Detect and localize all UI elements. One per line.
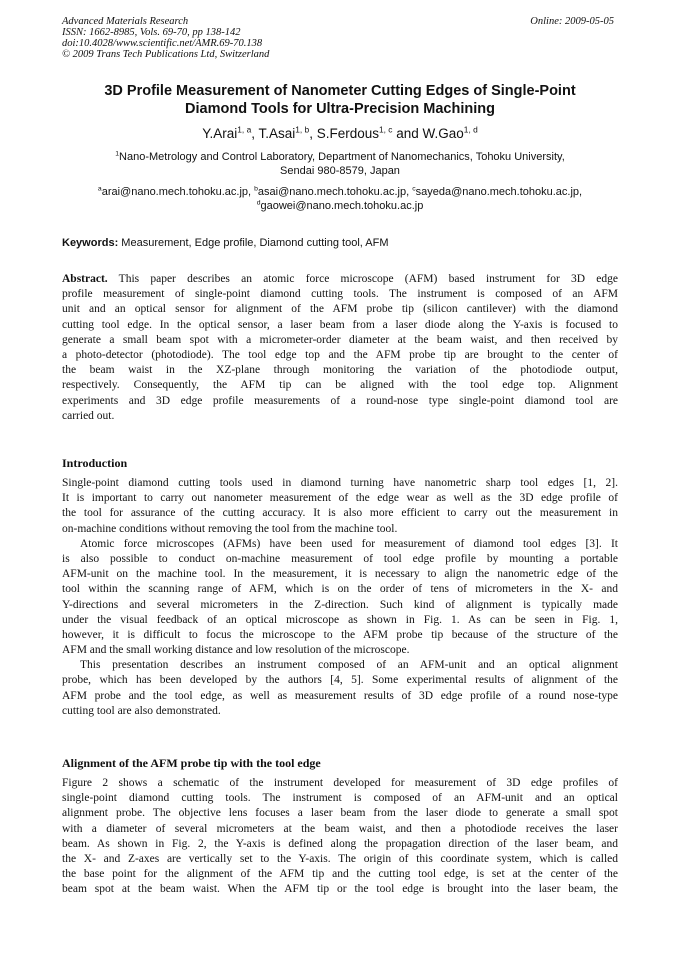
text-line: AFM probe and the tool edge, as well as measurement results of 3D edge profile of a round nose-type	[62, 689, 618, 702]
online-date: Online: 2009-05-05	[530, 16, 614, 27]
section-heading-alignment: Alignment of the AFM probe tip with the tool edge	[62, 756, 321, 770]
text-line: alignment probe. The objective lens focuses a laser beam from the laser diode to generate a small spot	[62, 807, 618, 820]
author-name: S.Ferdous	[316, 126, 380, 141]
text-line: the base point for the alignment of the AFM tip and the cutting tool edge, is set at the center of the	[62, 868, 618, 881]
abstract-paragraph	[62, 272, 618, 424]
author-affiliation-mark: 1, b	[295, 124, 310, 135]
text-line: tool within the scanning range of AFM, which is on the order of tens of micrometers in the X- and	[62, 583, 618, 596]
alignment-body	[62, 776, 618, 898]
text-line: is also possible to conduct on-machine measurement of tool edge profile by mounting a portable	[62, 552, 618, 565]
author-affiliation-mark: 1, c	[379, 124, 393, 135]
text-line: respectively. Consequently, the AFM tip can be aligned with the tool edge top. Alignment	[62, 379, 618, 392]
text-line: beam. As shown in Fig. 2, the Y-axis is defined along the propagation direction of the laser beam, and	[62, 837, 618, 850]
email-link[interactable]: arai@nano.mech.tohoku.ac.jp,	[101, 186, 255, 198]
affiliation	[62, 150, 618, 178]
email-link[interactable]: sayeda@nano.mech.tohoku.ac.jp,	[415, 186, 583, 198]
text-line: single-point diamond cutting tools. The instrument is composed of an AFM-unit and an optical	[62, 792, 618, 805]
text-line: with a diameter of several micrometers at the beam waist, and then a photodiode receives the laser	[62, 822, 618, 835]
author-affiliation-mark: 1, a	[237, 124, 252, 135]
email-mark: d	[256, 199, 261, 207]
text-line: profile measurement of single-point diamond cutting tools. The instrument is composed of an AFM	[62, 288, 618, 301]
email-mark: a	[97, 185, 102, 193]
affiliation-line: Sendai 980-8579, Japan	[280, 165, 400, 177]
text-line: AFM-unit on the machine tool. In the measurement, it is necessary to align the nanometric edge of the	[62, 568, 618, 581]
text-line: the tool for assurance of the cutting accuracy. It is also more efficient to carry out the measurement in	[62, 507, 618, 520]
text-line: Atomic force microscopes (AFMs) have been used for measurement of diamond tool edges [3]. It	[80, 537, 618, 550]
text-line: the X- and Z-axes are vertically set to the Y-axis. The origin of this coordinate system, which is called	[62, 852, 618, 865]
text-line: This presentation describes an instrument composed of an AFM-unit and an optical alignment	[80, 659, 618, 672]
keywords-text: Measurement, Edge profile, Diamond cutting tool, AFM	[118, 237, 389, 249]
author-name: W.Gao	[422, 126, 464, 141]
text-line: beam spot at the beam waist. When the AFM tip or the tool edge is brought into the laser beam, the	[62, 883, 618, 896]
text-line: on-machine conditions without removing the tool from the machine tool.	[62, 522, 398, 535]
title-line: Diamond Tools for Ultra-Precision Machining	[185, 101, 495, 117]
text-line: probe, which has been developed by the authors [4, 5]. Some experimental results of alignment of the	[62, 674, 618, 687]
email-mark: c	[412, 185, 416, 193]
text-line: AFM and the small working distance and low resolution of the microscope.	[62, 644, 410, 657]
author-affiliation-mark: 1, d	[463, 124, 478, 135]
text-line: cutting tool edge. In the optical sensor, a laser beam from a laser diode along the Y-axis is focused to	[62, 318, 618, 331]
author-name: T.Asai	[258, 126, 296, 141]
journal-name: Advanced Materials Research	[62, 16, 189, 27]
author-separator: and	[392, 126, 423, 141]
text-line: Single-point diamond cutting tools used in diamond turning have nanometric sharp tool edges [1, 2].	[62, 477, 618, 489]
text-line: unit and an optical sensor for alignment of the AFM probe tip (silicon cantilever) with the diamond	[62, 303, 618, 316]
title-line: 3D Profile Measurement of Nanometer Cutting Edges of Single-Point	[104, 83, 576, 99]
issn: ISSN: 1662-8985, Vols. 69-70, pp 138-142	[62, 27, 241, 38]
author-separator: ,	[309, 126, 317, 141]
doi: doi:10.4028/www.scientific.net/AMR.69-70.138	[62, 38, 263, 49]
text-line: carried out.	[62, 409, 115, 422]
email-link[interactable]: asai@nano.mech.tohoku.ac.jp,	[257, 186, 413, 198]
keywords	[62, 236, 618, 250]
text-line: generate a small beam spot with a micrometer-order diameter at the beam waist, and then received by	[62, 333, 618, 346]
affiliation-mark: 1	[115, 150, 120, 158]
abstract-text: This paper describes an atomic force microscope (AFM) based instrument for 3D edge	[107, 273, 618, 285]
text-line: Figure 2 shows a schematic of the instrument developed for measurement of 3D edge profiles of	[62, 777, 618, 789]
introduction-body	[62, 476, 618, 719]
text-line: cutting tool are also demonstrated.	[62, 704, 221, 717]
email-list	[62, 185, 618, 213]
author-separator: ,	[251, 126, 259, 141]
text-line	[62, 272, 618, 287]
text-line: however, it is difficult to focus the microscope to the AFM probe tip because of the structure of the	[62, 628, 618, 641]
text-line: experiments and 3D edge profile measurements of a round-nose type single-point diamond tool are	[62, 394, 618, 407]
paper-title	[62, 82, 618, 118]
text-line: a photo-detector (photodiode). The tool edge top and the AFM probe tip are brought to the center of	[62, 348, 618, 361]
copyright: © 2009 Trans Tech Publications Ltd, Switzerland	[62, 49, 270, 60]
text-line: under the visual feedback of an optical microscope as shown in Fig. 1. As can be seen in Fig. 1,	[62, 613, 618, 626]
section-heading-introduction: Introduction	[62, 456, 128, 470]
author-name: Y.Arai	[202, 126, 238, 141]
email-link[interactable]: gaowei@nano.mech.tohoku.ac.jp	[260, 200, 424, 212]
author-list	[62, 126, 618, 142]
keywords-label: Keywords:	[62, 237, 119, 249]
abstract-label: Abstract.	[62, 273, 108, 285]
journal-header	[62, 16, 618, 60]
affiliation-line: Nano-Metrology and Control Laboratory, Department of Nanomechanics, Tohoku University,	[119, 151, 565, 163]
text-line: the beam waist in the XZ-plane through monitoring the variation of the photodiode output,	[62, 364, 618, 377]
email-mark: b	[254, 185, 258, 193]
text-line: It is important to carry out nanometer measurement of the edge wear as well as the 3D edge profile of	[62, 492, 618, 505]
text-line: Y-directions and several micrometers in the Z-direction. Such kind of alignment is typically made	[62, 598, 618, 611]
